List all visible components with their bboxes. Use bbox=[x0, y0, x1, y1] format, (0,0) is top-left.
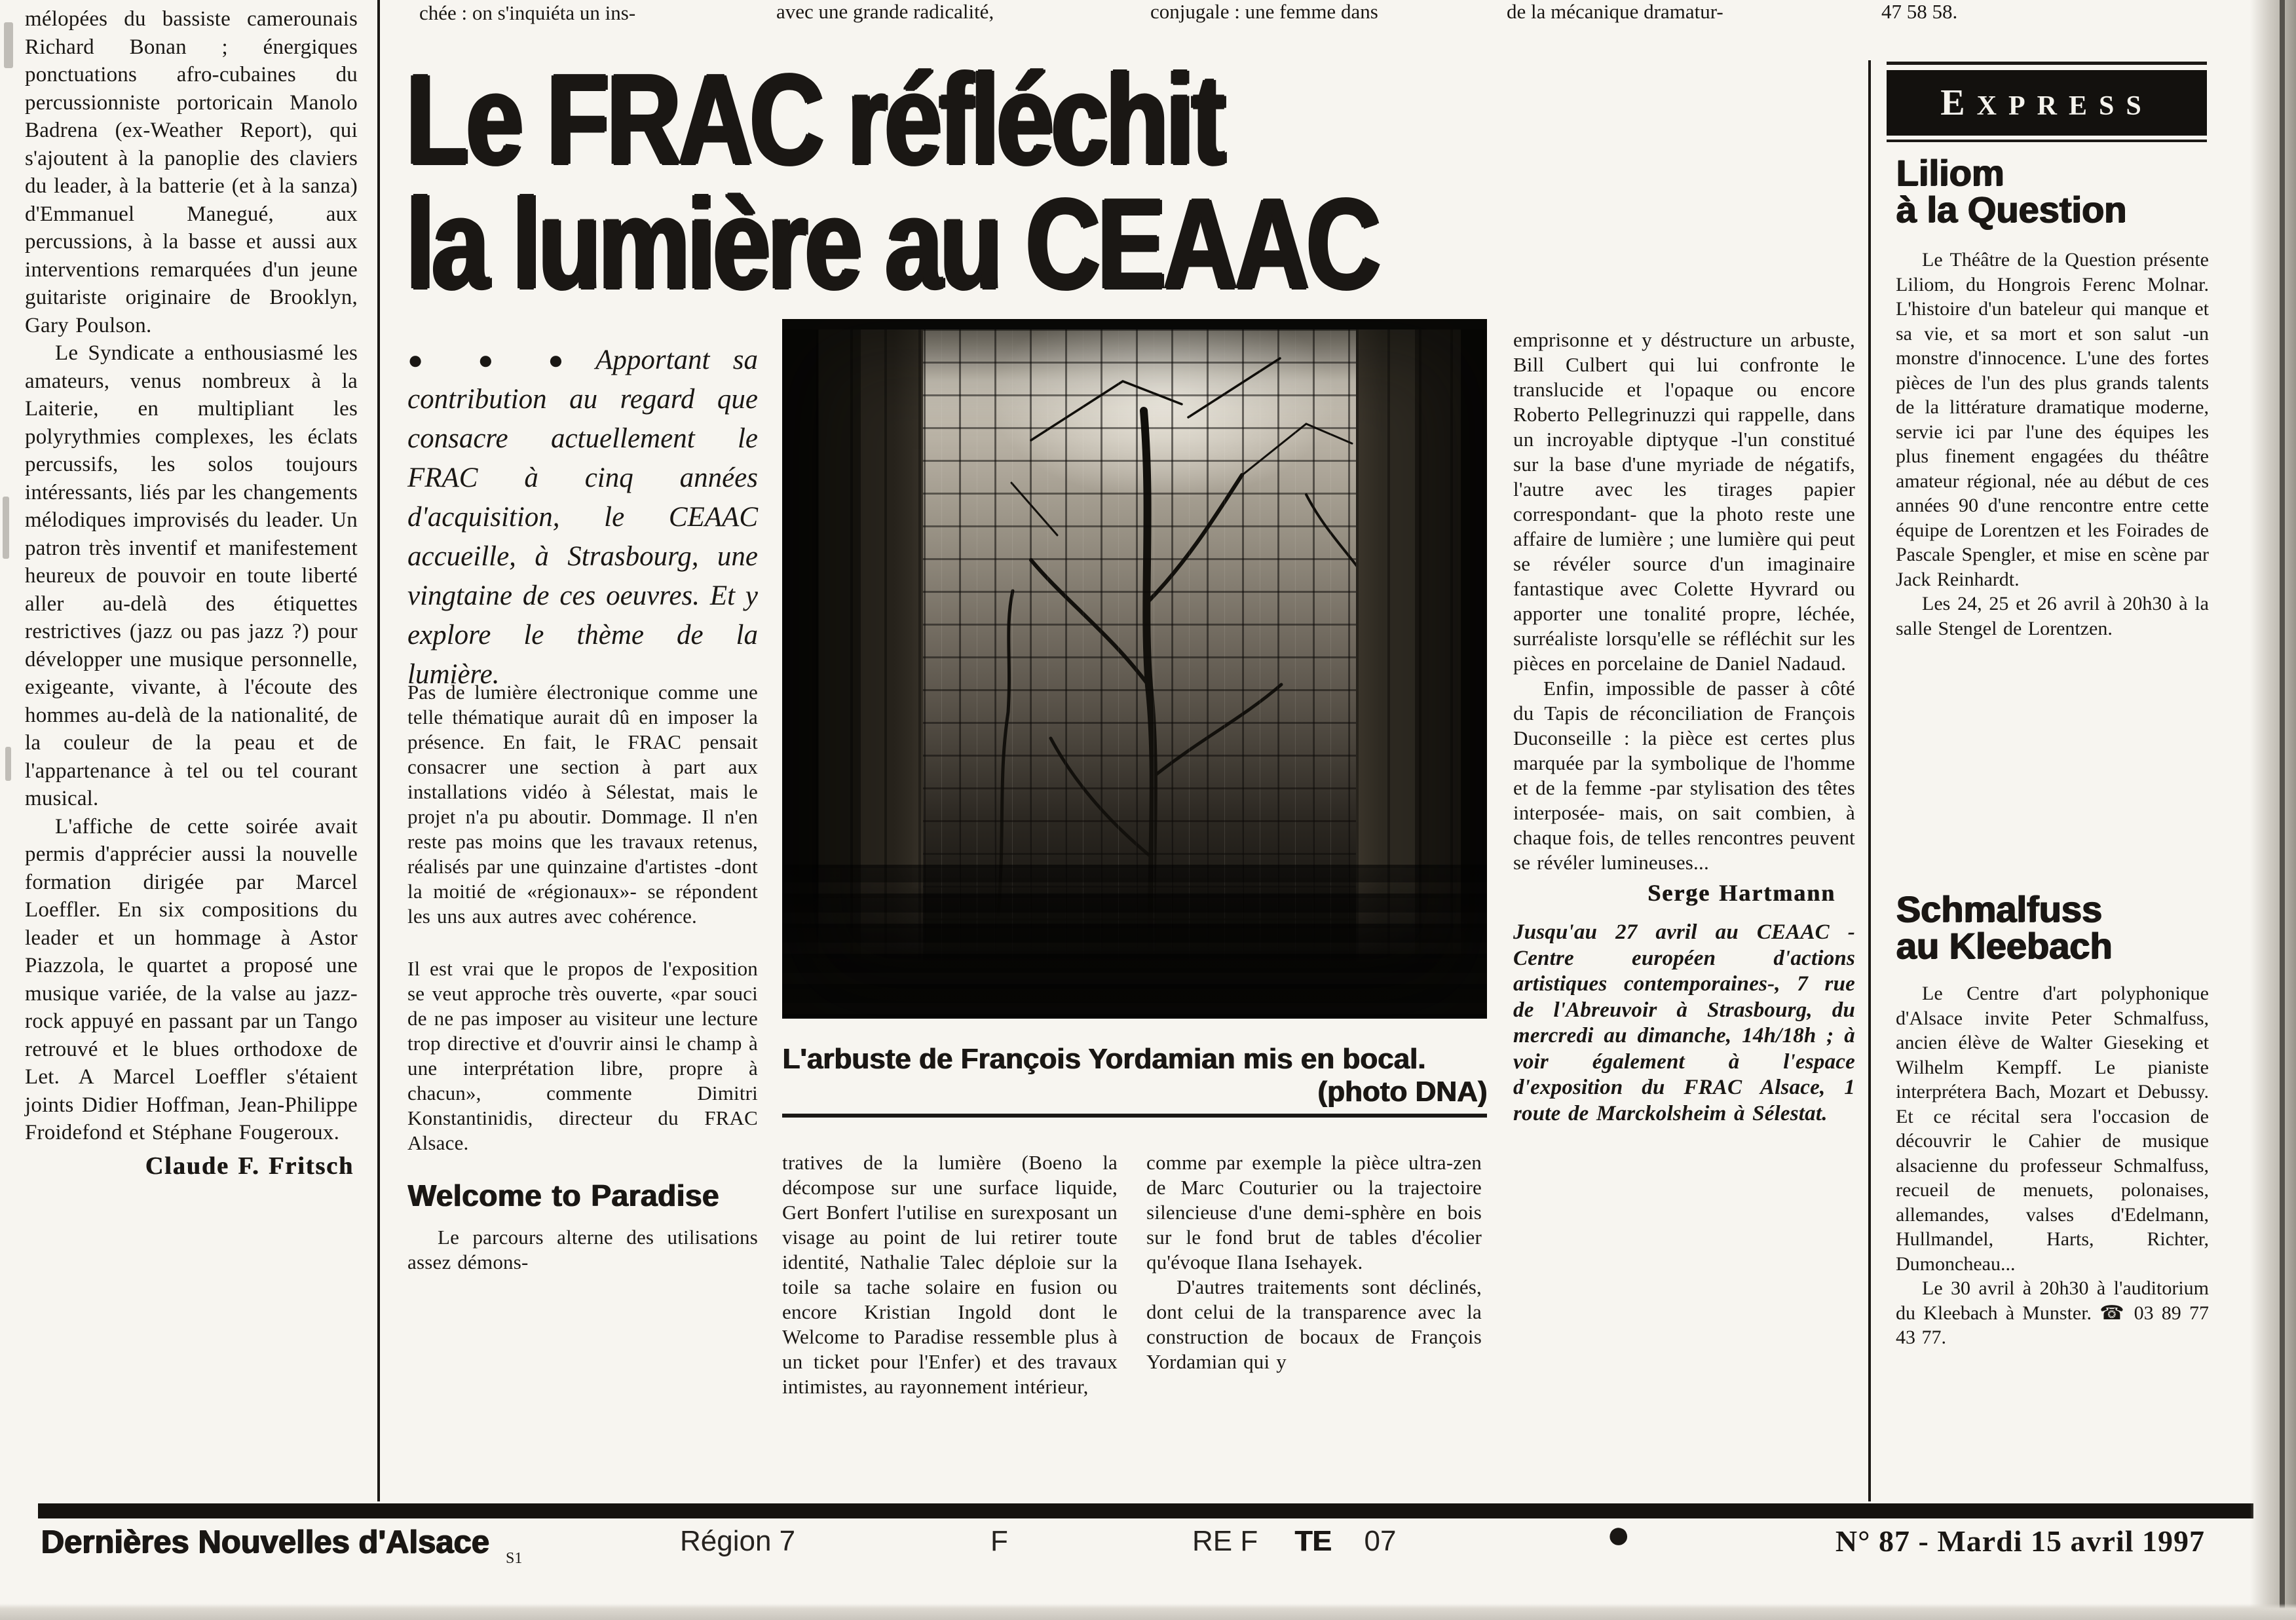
left-paragraph: L'affiche de cette soirée avait permis d'apprécier aussi la nouvelle formation dirigée par Marcel Loeffler. En six compositions du leader et un hommage à Astor Piazzola, le quartet a proposé une musique variée, de la valse au jazz-rock appuyé en passant par un Tango retrouvé et le blues orthodoxe de Let. A Marcel Loeffler s'étaient joints Didier Hoffman, Jean-Philippe Froidefond et Stéphane Fougeroux. bbox=[25, 814, 358, 1144]
article-column-4 bbox=[1146, 1150, 1482, 1374]
footer-issue-date: N° 87 - Mardi 15 avril 1997 bbox=[1835, 1524, 2205, 1558]
photo-vignette bbox=[782, 319, 1487, 1019]
subhead-welcome-to-paradise: Welcome to Paradise bbox=[407, 1178, 719, 1213]
footer-zone-code: F bbox=[990, 1525, 1008, 1557]
exhibition-info-note: Jusqu'au 27 avril au CEAAC -Centre européen d'actions artistiques contemporaines-, 7 rue de l'Abreuvoir à Strasbourg, du mercredi au dimanche, 14h/18h ; à voir également à l'espace d'exposition du FRAC Alsace, 1 route de Marckolsheim à Sélestat. bbox=[1513, 920, 1855, 1125]
column-rule-right bbox=[1868, 60, 1871, 1501]
top-fragment: de la mécanique dramatur- bbox=[1507, 0, 1723, 23]
scan-smudge bbox=[4, 22, 13, 68]
footer-bullet-icon: ● bbox=[1606, 1513, 1631, 1557]
express-header-bar bbox=[1887, 70, 2207, 136]
lede-text: Apportant sa contribution au regard que consacre actuellement le FRAC à cinq années d'acquisition, le CEAAC accueille, à Strasbourg, une vingtaine de ces oeuvres. Et y explore le thème de la lumière. bbox=[407, 345, 758, 690]
headline-line-2: la lumière au CEAAC bbox=[406, 172, 1378, 316]
scan-smudge bbox=[3, 497, 9, 559]
article-paragraph: Enfin, impossible de passer à côté du Tapis de réconciliation de François Duconseille : la pièce est certes plus marquée par la symbolique de l'homme et de la femme -par stylisation des têtes interposée- mais, on sait combien, à chaque fois, de telles rencontres peuvent se révéler lumineuses... bbox=[1513, 677, 1855, 874]
express-paragraph: Le Centre d'art polyphonique d'Alsace invite Peter Schmalfuss, ancien élève de Walter Gieseking et Wilhelm Kempff. Le pianiste interprétera Bach, Mozart et Debussy. Et ce récital sera l'occasion de découvrir le Cahier de musique alsacienne du professeur Schmalfuss, recueil de menuets, polonaises, allemandes, valses d'Edelmann, Hullmandel, Harts, Richter, Dumoncheau... bbox=[1896, 983, 2209, 1275]
footer-ref-label: RE F bbox=[1192, 1525, 1258, 1557]
article-column-2 bbox=[407, 680, 758, 1275]
express-heading-schmalfuss bbox=[1896, 888, 2209, 966]
scan-edge-right bbox=[2250, 0, 2296, 1620]
photo-credit: (photo DNA) bbox=[1317, 1076, 1487, 1108]
article-paragraph: Il est vrai que le propos de l'exposition se veut approche très ouverte, «par souci de ne pas imposer au visiteur une lecture trop directive et d'ouvrir ainsi le champ à une interprétation libre, propre à chacun», commente Dimitri Konstantinidis, directeur du FRAC Alsace. bbox=[407, 957, 758, 1154]
scan-edge-bottom bbox=[0, 1604, 2296, 1620]
lede-paragraph bbox=[407, 341, 758, 694]
photo-arbuste-bocal bbox=[782, 319, 1487, 1019]
express-paragraph: Les 24, 25 et 26 avril à 20h30 à la salle Stengel de Lorentzen. bbox=[1896, 593, 2209, 639]
express-paragraph: Le 30 avril à 20h30 à l'auditorium du Kleebach à Munster. ☎ 03 89 77 43 77. bbox=[1896, 1277, 2209, 1348]
footer-bar bbox=[38, 1503, 2253, 1518]
scan-smudge bbox=[5, 747, 11, 781]
footer-newspaper-name: Dernières Nouvelles d'Alsace bbox=[41, 1524, 489, 1560]
headline-line-1: Le FRAC réfléchit bbox=[406, 48, 1224, 191]
top-fragment: conjugale : une femme dans bbox=[1150, 0, 1378, 23]
footer-ref bbox=[1192, 1525, 1396, 1558]
left-paragraph: Le Syndicate a enthousiasmé les amateurs, venus nombreux à la Laiterie, en multipliant les polyrythmies complexes, les éclats percussifs, les solos toujours intéressants, liés par les changements mélodiques improvisés du leader. Un patron très inventif et manifestement heureux de pouvoir en toute liberté aller au-delà des étiquettes restrictives (jazz ou pas jazz ?) pour développer une musique personnelle, exigeante, vivante, à l'écoute des hommes au-delà de la nationalité, de la couleur de la peau et de l'appartenance à tel ou tel courant musical. bbox=[25, 341, 358, 810]
footer-ref-bold: TE bbox=[1294, 1525, 1332, 1557]
left-paragraph: mélopées du bassiste camerounais Richard Bonan ; énergiques ponctuations afro-cubaines du percussionniste portoricain Manolo Badrena (ex-Weather Report), qui s'ajoutent à la panoplie des claviers du leader, à la batterie (et à la sanza) d'Emmanuel Manegué, aux percussions, à la basse et aussi aux interventions remarquées d'un jeune guitariste originaire de Brooklyn, Gary Poulson. bbox=[25, 7, 358, 337]
signature: Serge Hartmann bbox=[1647, 880, 1835, 906]
lede-bullets-icon: ● ● ● bbox=[407, 345, 587, 375]
article-column-3 bbox=[782, 1150, 1118, 1399]
headline bbox=[406, 48, 1621, 316]
top-fragment: chée : on s'inquiéta un ins- bbox=[419, 1, 636, 24]
top-fragment: avec une grande radicalité, bbox=[776, 0, 994, 23]
article-paragraph: Le parcours alterne des utilisations assez démons- bbox=[407, 1226, 758, 1273]
footer-ref-num: 07 bbox=[1364, 1525, 1397, 1557]
photo-caption-block bbox=[782, 1043, 1487, 1108]
express-heading-line: Schmalfuss bbox=[1896, 888, 2102, 930]
express-heading-line: Liliom bbox=[1896, 152, 2004, 193]
caption-divider-rule bbox=[782, 1114, 1487, 1118]
express-title: EXPRESS bbox=[1940, 83, 2153, 123]
express-heading-line: au Kleebach bbox=[1896, 925, 2112, 966]
express-section-liliom bbox=[1896, 248, 2209, 641]
footer-section: Région 7 bbox=[680, 1525, 796, 1557]
article-paragraph: tratives de la lumière (Boeno la décompose sur une surface liquide, Gert Bonfert l'utilise en surexposant un visage au point de lui retirer toute identité, Nathalie Talec déploie sur la toile sa tache solaire en fusion ou encore Kristian Ingold dont le Welcome to Paradise ressemble plus à un ticket pour l'Enfer) et des travaux intimistes, au rayonnement intérieur, bbox=[782, 1151, 1118, 1398]
article-paragraph: D'autres traitements sont déclinés, dont celui de la transparence avec la construction de bocaux de François Yordamian qui y bbox=[1146, 1275, 1482, 1373]
article-paragraph: Pas de lumière électronique comme une telle thématique aurait dû en imposer la présence. En fait, le FRAC pensait consacrer une section à part aux installations vidéo à Sélestat, mais le projet n'a pu aboutir. Dommage. Il n'en reste pas moins que les travaux retenus, réalisés par une quinzaine d'artistes -dont la moitié de «régionaux»- se répondent les uns aux autres avec cohérence. bbox=[407, 681, 758, 928]
express-section-schmalfuss bbox=[1896, 981, 2209, 1350]
photo-caption: L'arbuste de François Yordamian mis en bocal. bbox=[782, 1043, 1426, 1075]
article-paragraph: comme par exemple la pièce ultra-zen de Marc Couturier ou la trajectoire silencieuse d'une demi-sphère en bois sur le fond brut de tables d'écolier qu'évoque Ilana Isehayek. bbox=[1146, 1151, 1482, 1273]
express-top-rule bbox=[1887, 62, 2207, 65]
left-article-column bbox=[25, 5, 358, 1180]
footer-edition-mark: S1 bbox=[506, 1550, 523, 1567]
express-paragraph: Le Théâtre de la Question présente Liliom, du Hongrois Ferenc Molnar. L'histoire d'un bateleur qui manque et sa vie, et sa mort et son salut -un monstre d'innocence. L'une des fortes pièces de l'un des plus grands talents de la littérature dramatique moderne, servie ici par l'une des équipes les plus finement engagées du théâtre amateur régional, née au début de ces années 90 d'une rencontre entre cette équipe de Lorentzen et les Foirades de Pascale Spengler, et mise en scène par Jack Reinhardt. bbox=[1896, 249, 2209, 590]
top-fragment-phone: 47 58 58. bbox=[1881, 0, 1958, 23]
byline: Claude F. Fritsch bbox=[145, 1152, 354, 1180]
article-column-5 bbox=[1513, 328, 1855, 1148]
express-bottom-rule bbox=[1887, 140, 2207, 142]
express-heading-line: à la Question bbox=[1896, 189, 2126, 230]
column-rule-left bbox=[377, 0, 380, 1501]
express-heading-liliom bbox=[1896, 152, 2209, 230]
scan-edge-right-line bbox=[2280, 0, 2285, 1620]
article-paragraph: emprisonne et y déstructure un arbuste, Bill Culbert qui lui confronte le translucide et l'opaque ou encore Roberto Pellegrinuzzi qui rappelle, dans un incroyable diptyque -l'un constitué sur la base d'une myriade de négatifs, l'autre avec les tirages papier correspondant- que la photo reste une affaire de lumière ; une lumière qui peut se révéler source d'un imaginaire fantastique avec Colette Hyvrard ou apporter une tonalité propre, léchée, surréaliste lorsqu'elle se réfléchit sur les pièces en porcelaine de Daniel Nadaud. bbox=[1513, 328, 1855, 675]
